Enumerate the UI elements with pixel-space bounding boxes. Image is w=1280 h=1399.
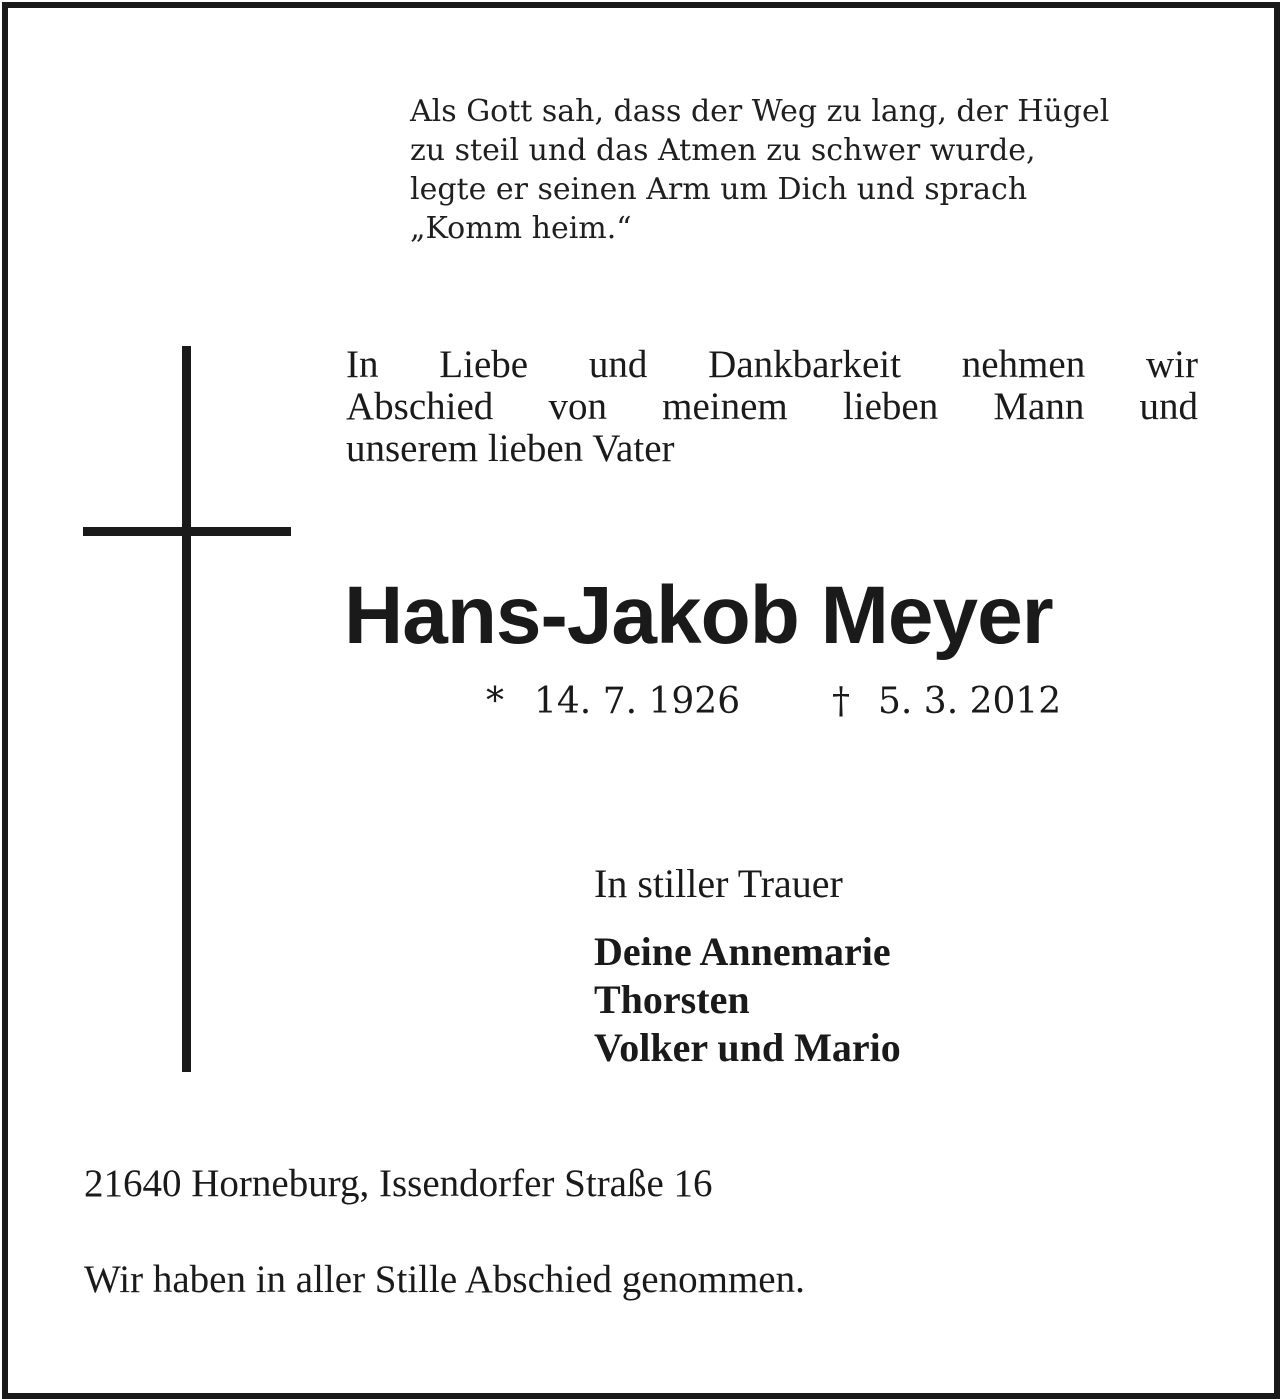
poem-line: zu steil und das Atmen zu schwer wurde, (410, 133, 1036, 168)
cross-icon-vertical-bar (182, 346, 191, 1072)
mourner-name: Thorsten (594, 977, 750, 1022)
death-cross-icon: † (832, 681, 850, 722)
intro-line: Abschied von meinem lieben Mann und (346, 385, 1198, 428)
poem-line: Als Gott sah, dass der Weg zu lang, der Hügel (410, 94, 1110, 129)
mourner-name: Volker und Mario (594, 1025, 901, 1070)
birth-date: 14. 7. 1926 (534, 681, 741, 722)
closing-text: Wir haben in aller Stille Abschied genommen. (84, 1258, 805, 1301)
birth-star-icon: * (486, 681, 504, 722)
intro-text (346, 344, 1198, 470)
mourning-heading: In stiller Trauer (594, 861, 843, 906)
cross-icon-horizontal-bar (83, 527, 291, 536)
deceased-name: Hans-Jakob Meyer (344, 570, 1053, 661)
poem-line: „Komm heim.“ (410, 211, 632, 246)
death-date: 5. 3. 2012 (878, 681, 1062, 722)
intro-line: In Liebe und Dankbarkeit nehmen wir (346, 343, 1198, 386)
address: 21640 Horneburg, Issendorfer Straße 16 (84, 1162, 713, 1205)
poem-line: legte er seinen Arm um Dich und sprach (410, 172, 1028, 207)
mourners-list (594, 928, 901, 1072)
mourner-name: Deine Annemarie (594, 929, 891, 974)
poem (410, 92, 1210, 248)
intro-line: unserem lieben Vater (346, 427, 675, 470)
